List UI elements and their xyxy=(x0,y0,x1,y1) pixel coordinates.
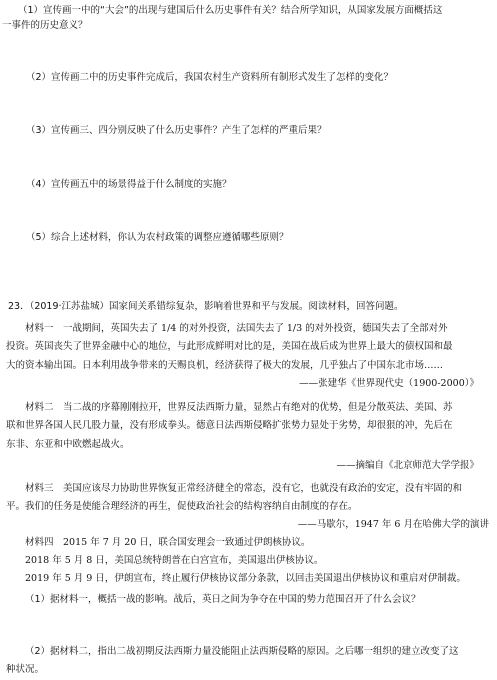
q5-text: （5）综合上述材料，你认为农村政策的调整应遵循哪些原则？ xyxy=(26,232,289,243)
material3-line1: 材料三 美国应该尽力协助世界恢复正常经济健全的常态，没有它，也就没有政治的安定，没有牢固的和 xyxy=(25,483,463,494)
material2-line1: 材料二 当二战的序幕刚刚拉开，世界反法西斯力量，显然占有绝对的优势，但是分散英法、美国、苏 xyxy=(25,402,453,413)
material3-source: ——马歇尔，1947 年 6 月在哈佛大学的演讲 xyxy=(297,519,489,530)
q2-text: （2）宣传画二中的历史事件完成后，我国农村生产资料所有制形式发生了怎样的变化？ xyxy=(26,72,394,83)
material1-source: ——张建华《世界现代史（1900-2000）》 xyxy=(299,378,479,389)
material4-line3: 2019 年 5 月 9 日，伊朗宣布，终止履行伊核协议部分条款，以回击美国退出伊核协议和重启对伊制裁。 xyxy=(25,573,466,584)
q1-text-line2: 一事件的历史意义？ xyxy=(2,20,88,31)
sub-question-2-line2: 种状况。 xyxy=(6,664,45,675)
q3-text: （3）宣传画三、四分别反映了什么历史事件？产生了怎样的严重后果？ xyxy=(26,125,327,136)
q23-header: 23．（2019·江苏盐城）国家间关系错综复杂，影响着世界和平与发展。阅读材料，回答问题。 xyxy=(8,301,404,312)
q4-text: （4）宣传画五中的场景得益于什么制度的实施？ xyxy=(26,179,232,190)
material2-source: ——摘编自《北京师范大学学报》 xyxy=(336,460,479,471)
material1-line3: 大的资本输出国。日本利用战争带来的天赐良机，经济获得了极大的发展，几乎独占了中国东北市场…… xyxy=(6,360,444,371)
sub-question-1: （1）据材料一，概括一战的影响。战后，英日之间为争夺在中国的势力范围召开了什么会议？ xyxy=(25,594,421,605)
material1-line1: 材料一 一战期间，英国失去了 1/4 的对外投资，法国失去了 1/3 的对外投资，德国失去了全部对外 xyxy=(25,323,448,334)
material2-line2: 联和世界各国人民几股力量，没有形成拳头。德意日法西斯侵略扩张势力显处于劣势，却很狠的冲，先后在 xyxy=(6,420,453,431)
material4-line1: 材料四 2015 年 7 月 20 日，联合国安理会一致通过伊朗核协议。 xyxy=(25,537,311,548)
q1-text-line1: （1）宣传画一中的“大会”的出现与建国后什么历史事件有关？结合所学知识，从国家发展方面概括这 xyxy=(18,5,443,16)
material1-line2: 投资。英国丧失了世界金融中心的地位，与此形成鲜明对比的是，美国在战后成为世界上最大的债权国和最 xyxy=(6,341,453,352)
material3-line2: 平。我们的任务是使能合理经济的再生，促使政治社会的结构容纳自由制度的存在。 xyxy=(6,501,358,512)
material2-line3: 东非、东亚和中欧燃起战火。 xyxy=(6,439,130,450)
sub-question-2-line1: （2）据材料二，指出二战初期反法西斯力量没能阻止法西斯侵略的原因。之后哪一组织的建立改变了这 xyxy=(25,646,459,657)
material4-line2: 2018 年 5 月 8 日，美国总统特朗普在白宫宣布，美国退出伊核协议。 xyxy=(25,555,324,566)
